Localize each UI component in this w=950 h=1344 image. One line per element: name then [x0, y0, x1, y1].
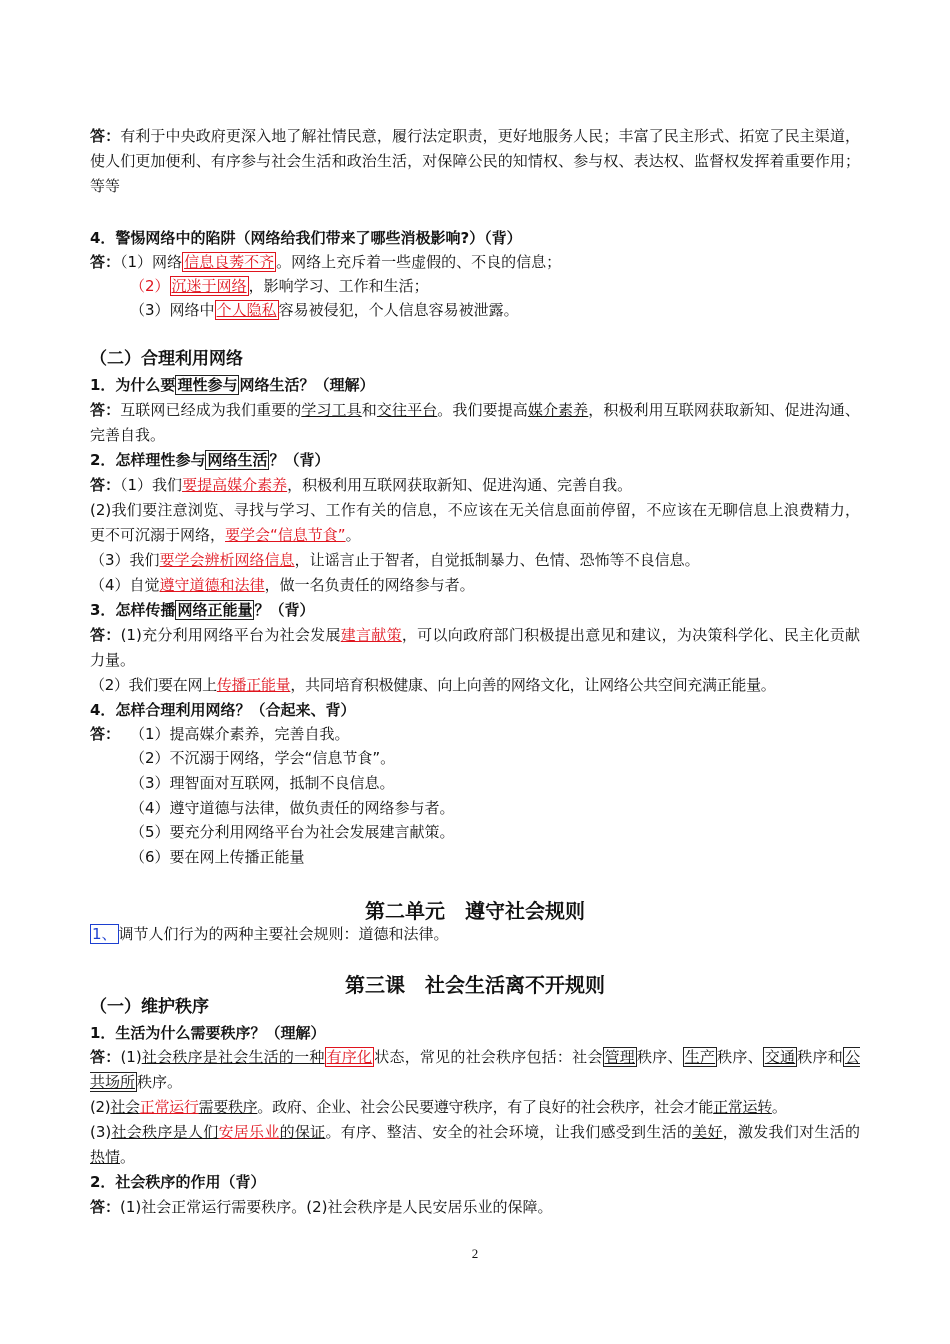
text: ，共同培育积极健康、向上向善的网络文化，让网络公共空间充满正能量。 [290, 676, 776, 694]
unit2-item [90, 922, 860, 947]
q4-a1-highlight: 信息良莠不齐 [184, 253, 275, 271]
red-box: 有序化 [326, 1048, 373, 1066]
list-item: （6）要在网上传播正能量 [130, 848, 305, 866]
red-highlight: 要学会“信息节食” [225, 526, 346, 544]
q4-title: 4．警惕网络中的陷阱（网络给我们带来了哪些消极影响?）（背） [90, 229, 522, 247]
boxed-text: 生产 [684, 1048, 716, 1066]
underlined-text: 社会秩序是人们 [111, 1123, 219, 1141]
intro-answer-text: 有利于中央政府更深入地了解社情民意，履行法定职责，更好地服务人民；丰富了民主形式、拓宽了民主渠道，使人们更加便利、有序参与社会生活和政治生活，对保障公民的知情权、参与权、表达权、监督权发挥着重要作用；等等 [90, 127, 860, 195]
text: (3) [90, 1123, 112, 1141]
underlined-text: 美好 [692, 1123, 723, 1141]
q4-a2-pre: （2） [130, 277, 170, 295]
lesson3-q1-a1 [90, 1045, 860, 1095]
boxed-text: 管理 [604, 1048, 636, 1066]
q4-a3-pre: （3）网络中 [130, 301, 215, 319]
list-item: （1）提高媒介素养，完善自我。 [130, 725, 350, 743]
text: ，做一名负责任的网络参与者。 [264, 576, 475, 594]
q3-post: ？（背） [254, 601, 315, 619]
text: 和 [361, 401, 377, 419]
text: （2）我们要在网上 [90, 676, 217, 694]
intro-answer [90, 124, 860, 199]
sec2-q1-answer [90, 398, 860, 448]
text: (1)社会正常运行需要秩序。(2)社会秩序是人民安居乐业的保障。 [120, 1198, 553, 1216]
underlined-text: 热情 [90, 1148, 121, 1166]
text: 。政府、企业、社会公民要遵守秩序，有了良好的社会秩序，社会才能 [257, 1098, 714, 1116]
q4-a3-post: 容易被侵犯，个人信息容易被泄露。 [278, 301, 519, 319]
answer-label: 答： [90, 476, 121, 494]
text: (1) [120, 1048, 142, 1066]
sec2-q3-a1 [90, 623, 860, 673]
text: ，让谣言止于智者，自觉抵制暴力、色情、恐怖等不良信息。 [294, 551, 700, 569]
sec2-q3-a2 [90, 673, 860, 698]
red-highlight: 要学会辨析网络信息 [159, 551, 295, 569]
text: （3）我们 [90, 551, 160, 569]
q4-a2-post: ，影响学习、工作和生活； [248, 277, 429, 295]
q4-answer-3 [130, 298, 900, 323]
text: (2)我们要注意浏览、寻找与学习、工作有关的信息，不应该在无关信息面前停留，不应该在无聊信息上浪费精力，更不可沉溺于网络， [90, 501, 860, 544]
answer-label: 答： [90, 725, 121, 743]
item-number: 1、 [92, 925, 117, 943]
list-item: （3）理智面对互联网，抵制不良信息。 [130, 774, 395, 792]
sec2-q2-a3 [90, 548, 860, 573]
text: 。 [120, 1148, 136, 1166]
text: （4）自觉 [90, 576, 160, 594]
underlined-text: 学习工具 [301, 401, 362, 419]
text: 。 [771, 1098, 787, 1116]
list-item: （5）要充分利用网络平台为社会发展建言献策。 [130, 823, 455, 841]
item-text: 调节人们行为的两种主要社会规则：道德和法律。 [118, 925, 449, 943]
q4-a1-post: 。网络上充斥着一些虚假的、不良的信息； [276, 253, 562, 271]
red-highlight: 安居乐业 [218, 1123, 280, 1141]
underlined-text: 社会 [110, 1098, 140, 1116]
sec2-q2-title [90, 448, 860, 473]
q2-box: 网络生活 [207, 451, 268, 469]
sec2-q3-title [90, 598, 860, 623]
underlined-text: 需要秩序 [198, 1098, 258, 1116]
red-highlight: 建言献策 [340, 626, 402, 644]
q4-answer-1 [90, 250, 860, 275]
q2-pre: 2．怎样理性参与 [90, 451, 206, 469]
lesson3-q2-answer [90, 1195, 860, 1220]
text: 。有序、整洁、安全的社会环境，让我们感受到生活的 [325, 1123, 693, 1141]
q3-pre: 3．怎样传播 [90, 601, 176, 619]
lesson3-q1-a3 [90, 1120, 860, 1170]
sec2-q2-a2 [90, 498, 860, 548]
text: 秩序、 [637, 1048, 683, 1066]
text: 秩序和 [797, 1048, 843, 1066]
sec2-q2-a1 [90, 473, 860, 498]
sec2-q2-a4 [90, 573, 860, 598]
text: 。 [345, 526, 361, 544]
underlined-text: 社会秩序是社会生活的一种 [141, 1048, 325, 1066]
red-highlight: 传播正能量 [216, 676, 291, 694]
text: 互联网已经成为我们重要的 [120, 401, 302, 419]
page-number: 2 [471, 1246, 479, 1261]
q1-box: 理性参与 [177, 376, 238, 394]
q3-box: 网络正能量 [177, 601, 253, 619]
answer-label: 答： [90, 401, 121, 419]
section-heading: （二）合理利用网络 [90, 349, 243, 369]
q4-a3-highlight: 个人隐私 [216, 301, 277, 319]
unit-title: 第二单元 遵守社会规则 [365, 899, 585, 923]
red-highlight: 要提高媒介素养 [182, 476, 288, 494]
lesson3-q2-title: 2．社会秩序的作用（背） [90, 1173, 266, 1191]
q4-a1-pre: （1）网络 [120, 253, 183, 271]
section-heading: （一）维护秩序 [90, 997, 209, 1017]
text: ，积极利用互联网获取新知、促进沟通、完善自我。 [90, 401, 860, 444]
lesson3-q1-title: 1．生活为什么需要秩序？（理解） [90, 1024, 326, 1042]
answer-label: 答： [90, 1048, 121, 1066]
answer-label: 答： [90, 1198, 121, 1216]
text: 秩序。 [137, 1073, 183, 1091]
sec2-q1-title [90, 373, 860, 398]
q1-pre: 1．为什么要 [90, 376, 176, 394]
text: （1）我们 [120, 476, 183, 494]
text: 。我们要提高 [437, 401, 528, 419]
text: ，可以向政府部门积极提出意见和建议，为决策科学化、民主化贡献力量。 [90, 626, 860, 669]
red-highlight: 正常运行 [139, 1098, 199, 1116]
answer-label: 答： [90, 253, 121, 271]
q1-post: 网络生活？（理解） [239, 376, 375, 394]
lesson3-q1-a2 [90, 1095, 860, 1120]
underlined-text: 正常运转 [713, 1098, 772, 1116]
lesson-title: 第三课 社会生活离不开规则 [345, 973, 605, 997]
underlined-text: 的保证 [279, 1123, 326, 1141]
boxed-text: 交通 [764, 1048, 796, 1066]
list-item: （4）遵守道德与法律，做负责任的网络参与者。 [130, 799, 455, 817]
text: ，积极利用互联网获取新知、促进沟通、完善自我。 [287, 476, 633, 494]
sec2-q4-title: 4．怎样合理利用网络？（合起来、背） [90, 701, 356, 719]
text: (2) [90, 1098, 111, 1116]
text: ，激发我们对生活的 [722, 1123, 860, 1141]
text: (1)充分利用网络平台为社会发展 [120, 626, 341, 644]
text: 状态，常见的社会秩序包括：社会 [374, 1048, 603, 1066]
answer-label: 答： [90, 626, 121, 644]
list-item: （2）不沉溺于网络，学会“信息节食”。 [130, 749, 396, 767]
underlined-text: 媒介素养 [527, 401, 589, 419]
q2-post: ？（背） [269, 451, 330, 469]
red-highlight: 遵守道德和法律 [159, 576, 265, 594]
text: 秩序、 [717, 1048, 763, 1066]
underlined-text: 交往平台 [376, 401, 438, 419]
q4-a2-highlight: 沉迷于网络 [171, 277, 247, 295]
boxed-text: 公共场所 [90, 1048, 860, 1091]
q4-answer-2 [130, 274, 900, 299]
answer-label: 答： [90, 127, 121, 145]
